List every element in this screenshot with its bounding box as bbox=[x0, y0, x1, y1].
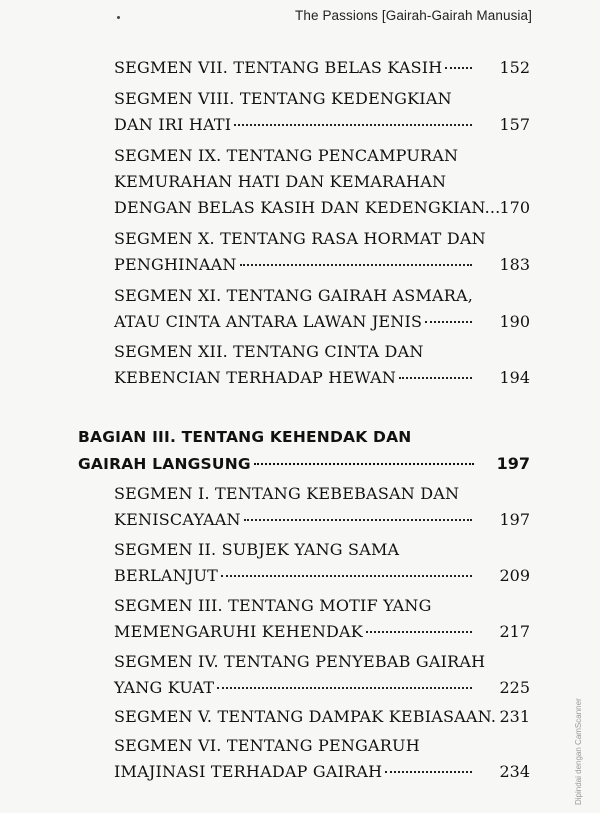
toc-page-number: 197 bbox=[499, 510, 530, 529]
toc-entry-title-cont: DENGAN BELAS KASIH DAN KEDENGKIAN... bbox=[114, 198, 501, 217]
toc-entry-title: SEGMEN I. TENTANG KEBEBASAN DAN bbox=[114, 484, 460, 503]
toc-entry-title-cont: KEBENCIAN TERHADAP HEWAN bbox=[114, 368, 397, 387]
toc-entry-title-cont: PENGHINAAN bbox=[114, 255, 237, 274]
toc-entry-title-cont: KEMURAHAN HATI DAN KEMARAHAN bbox=[114, 172, 447, 191]
toc-entry-title-cont: KENISCAYAAN bbox=[114, 510, 241, 529]
dot-leader bbox=[445, 67, 472, 69]
toc-entry-title: SEGMEN IX. TENTANG PENCAMPURAN bbox=[114, 146, 459, 165]
toc-entry-title-cont: MEMENGARUHI KEHENDAK bbox=[114, 622, 363, 641]
toc-entry-title: SEGMEN III. TENTANG MOTIF YANG bbox=[114, 596, 432, 615]
dot-leader bbox=[366, 631, 472, 633]
toc-page-number: 190 bbox=[499, 312, 530, 331]
toc-part-title-cont: GAIRAH LANGSUNG bbox=[78, 455, 251, 473]
toc-entry-title: SEGMEN II. SUBJEK YANG SAMA bbox=[114, 540, 400, 559]
scan-speck bbox=[117, 16, 120, 19]
toc-entry-title-cont: ATAU CINTA ANTARA LAWAN JENIS bbox=[114, 312, 423, 331]
toc-entry-title: SEGMEN XII. TENTANG CINTA DAN bbox=[114, 342, 424, 361]
toc-page-number: 234 bbox=[499, 762, 530, 781]
toc-page-number: 217 bbox=[499, 622, 530, 641]
dot-leader bbox=[254, 463, 474, 465]
toc-entry-title-cont: DAN IRI HATI bbox=[114, 115, 232, 134]
toc-entry-title: SEGMEN VI. TENTANG PENGARUH bbox=[114, 736, 420, 755]
toc-page-number: 209 bbox=[499, 566, 530, 585]
toc-page-number: 225 bbox=[499, 678, 530, 697]
toc-entry-title: SEGMEN X. TENTANG RASA HORMAT DAN bbox=[114, 229, 486, 248]
dot-leader bbox=[234, 124, 472, 126]
toc-entry-title: SEGMEN V. TENTANG DAMPAK KEBIASAAN. bbox=[114, 707, 497, 726]
toc-entry-title: SEGMEN VIII. TENTANG KEDENGKIAN bbox=[114, 89, 452, 108]
dot-leader bbox=[240, 264, 472, 266]
dot-leader bbox=[425, 321, 472, 323]
scanner-watermark: Dipindai dengan CamScanner bbox=[574, 698, 583, 805]
dot-leader bbox=[385, 771, 472, 773]
dot-leader bbox=[221, 575, 472, 577]
dot-leader bbox=[244, 519, 472, 521]
running-header: The Passions [Gairah-Gairah Manusia] bbox=[295, 8, 532, 23]
dot-leader bbox=[217, 687, 472, 689]
toc-page-number: 170 bbox=[499, 198, 530, 217]
toc-page-number: 231 bbox=[499, 707, 530, 726]
toc-part-title: BAGIAN III. TENTANG KEHENDAK DAN bbox=[78, 428, 412, 446]
toc-page-number: 197 bbox=[496, 454, 530, 473]
toc-entry-title-cont: BERLANJUT bbox=[114, 566, 219, 585]
toc-page-number: 194 bbox=[499, 368, 530, 387]
toc-entry-title: SEGMEN IV. TENTANG PENYEBAB GAIRAH bbox=[114, 652, 486, 671]
toc-page-number: 157 bbox=[499, 115, 530, 134]
toc-entry-title: SEGMEN XI. TENTANG GAIRAH ASMARA, bbox=[114, 286, 474, 305]
toc-entry-title-cont: YANG KUAT bbox=[114, 678, 215, 697]
toc-page-number: 152 bbox=[499, 58, 530, 77]
toc-page-number: 183 bbox=[499, 255, 530, 274]
dot-leader bbox=[399, 377, 472, 379]
toc-entry-title: SEGMEN VII. TENTANG BELAS KASIH bbox=[114, 58, 443, 77]
toc-entry-title-cont: IMAJINASI TERHADAP GAIRAH bbox=[114, 762, 383, 781]
